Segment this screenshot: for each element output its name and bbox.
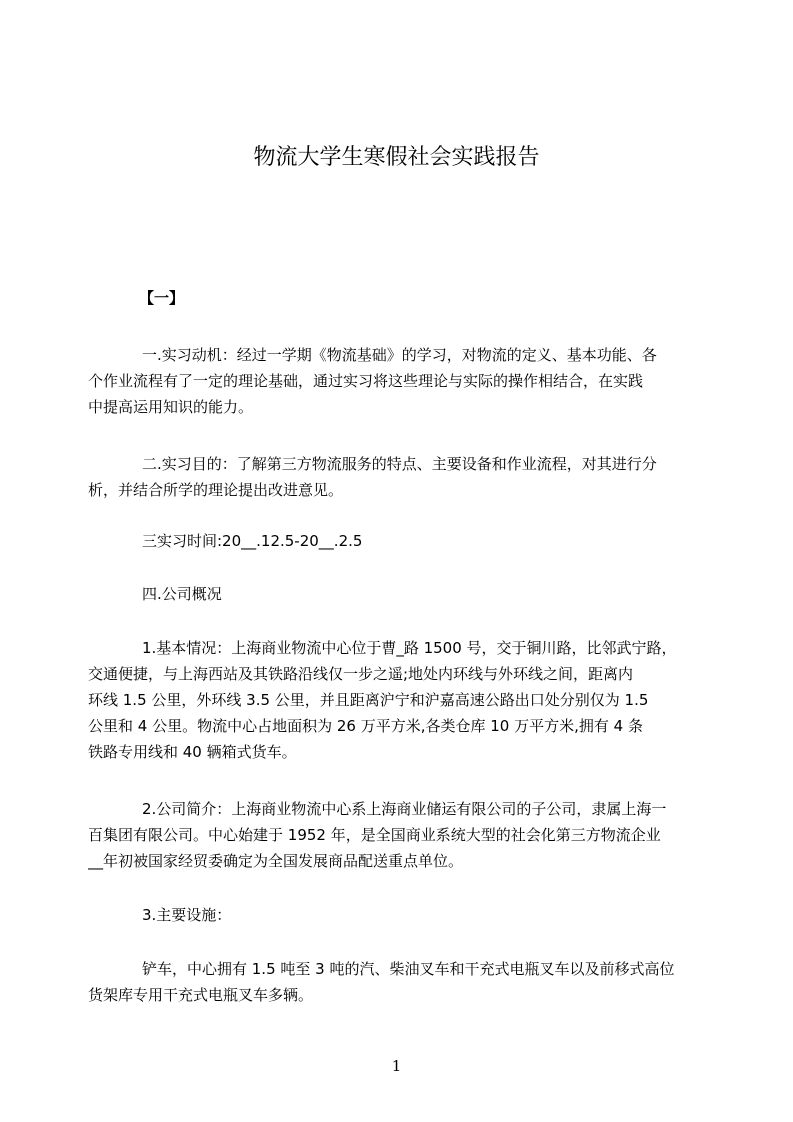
- paragraph-line: 公里和 4 公里。物流中心占地面积为 26 万平方米,各类仓库 10 万平方米,拥有 4 条: [88, 717, 643, 735]
- paragraph-line: 四.公司概况: [142, 585, 222, 603]
- paragraph-line: 3.主要设施：: [142, 906, 232, 924]
- paragraph-company-overview-heading: [88, 581, 706, 607]
- paragraph-forklifts: [88, 956, 706, 1008]
- paragraph-line: 铁路专用线和 40 辆箱式货车。: [88, 743, 297, 761]
- paragraph-internship-purpose: [88, 451, 706, 503]
- paragraph-line: __年初被国家经贸委确定为全国发展商品配送重点单位。: [88, 852, 464, 870]
- paragraph-internship-motivation: [88, 342, 706, 420]
- paragraph-line: 一.实习动机：经过一学期《物流基础》的学习，对物流的定义、基本功能、各: [142, 346, 657, 364]
- paragraph-line: 三实习时间:20__.12.5-20__.2.5: [142, 532, 363, 550]
- paragraph-line: 百集团有限公司。中心始建于 1952 年，是全国商业系统大型的社会化第三方物流企业: [88, 826, 661, 844]
- paragraph-main-facilities-heading: [88, 902, 706, 928]
- paragraph-company-profile: [88, 796, 706, 874]
- paragraph-line: 个作业流程有了一定的理论基础，通过实习将这些理论与实际的操作相结合，在实践: [88, 372, 644, 390]
- paragraph-line: 货架库专用干充式电瓶叉车多辆。: [88, 986, 314, 1004]
- paragraph-line: 1.基本情况：上海商业物流中心位于曹_路 1500 号，交于铜川路，比邻武宁路，: [142, 639, 677, 657]
- paragraph-line: 交通便捷，与上海西站及其铁路沿线仅一步之遥;地处内环线与外环线之间，距离内: [88, 665, 634, 683]
- paragraph-line: 铲车，中心拥有 1.5 吨至 3 吨的汽、柴油叉车和干充式电瓶叉车以及前移式高位: [142, 960, 675, 978]
- paragraph-line: 析，并结合所学的理论提出改进意见。: [88, 481, 344, 499]
- document-title: 物流大学生寒假社会实践报告: [253, 145, 540, 170]
- page-number: 1: [391, 1057, 402, 1075]
- section-marker: 【一】: [139, 289, 185, 307]
- paragraph-line: 中提高运用知识的能力。: [88, 398, 254, 416]
- paragraph-line: 二.实习目的：了解第三方物流服务的特点、主要设备和作业流程，对其进行分: [142, 455, 657, 473]
- paragraph-line: 2.公司简介：上海商业物流中心系上海商业储运有限公司的子公司，隶属上海一: [142, 800, 667, 818]
- paragraph-line: 环线 1.5 公里，外环线 3.5 公里，并且距离沪宁和沪嘉高速公路出口处分别仅为 1.5: [88, 691, 649, 709]
- paragraph-basic-situation: [88, 635, 706, 765]
- paragraph-internship-time: [88, 528, 706, 554]
